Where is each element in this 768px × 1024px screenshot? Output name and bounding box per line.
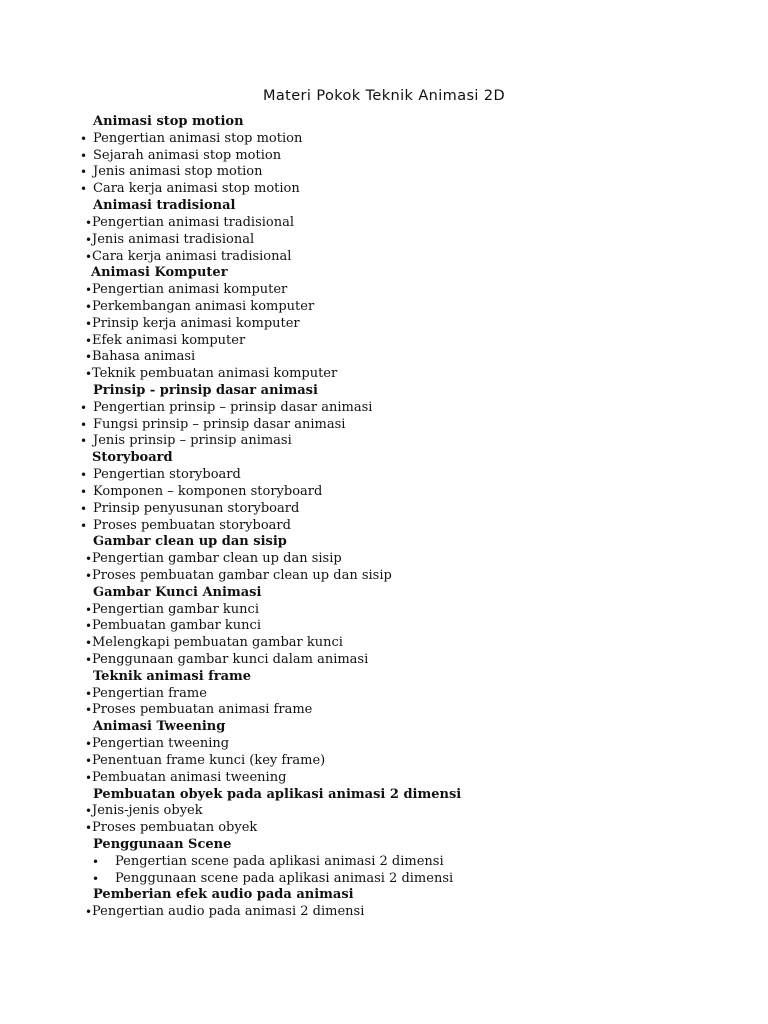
bullet-icon: • (80, 165, 88, 180)
list-item-text: Pengertian frame (92, 685, 207, 701)
list-item (0, 820, 768, 837)
list-item-text: Pembuatan gambar kunci (92, 618, 261, 634)
list-item (0, 433, 768, 450)
list-item (0, 518, 768, 535)
bullet-icon: • (85, 232, 93, 247)
list-item-text: Bahasa animasi (92, 349, 196, 365)
bullet-icon: • (80, 518, 88, 533)
list-item-text: Cara kerja animasi stop motion (93, 181, 300, 197)
list-item (0, 400, 768, 417)
section-heading: Animasi stop motion (93, 114, 244, 129)
bullet-icon: • (85, 770, 93, 785)
list-item (0, 551, 768, 568)
bullet-icon: • (85, 636, 93, 651)
list-item-text: Proses pembuatan obyek (92, 820, 258, 836)
list-item (0, 131, 768, 148)
bullet-icon: • (80, 148, 88, 163)
list-item (0, 299, 768, 316)
bullet-icon: • (85, 316, 93, 331)
list-item (0, 148, 768, 165)
bullet-icon: • (85, 350, 93, 365)
section-heading: Teknik animasi frame (93, 668, 252, 684)
list-item (0, 702, 768, 719)
section-heading: Pemberian efek audio pada animasi (93, 887, 354, 903)
bullet-icon: • (85, 686, 93, 701)
bullet-icon: • (85, 249, 93, 264)
list-item (0, 753, 768, 770)
list-item-text: Jenis prinsip – prinsip animasi (93, 433, 292, 449)
list-item (0, 618, 768, 635)
bullet-icon: • (85, 653, 93, 667)
list-item (0, 501, 768, 518)
list-item-text: Pengertian gambar kunci (92, 601, 259, 617)
bullet-icon: • (92, 871, 100, 886)
bullet-icon: • (85, 804, 93, 819)
list-item-text: Pengertian audio pada animasi 2 dimensi (92, 904, 365, 920)
bullet-icon: • (85, 552, 93, 567)
list-item-text: Komponen – komponen storyboard (93, 483, 323, 499)
section-heading: Animasi Tweening (93, 719, 226, 735)
bullet-icon: • (85, 821, 93, 836)
bullet-icon: • (80, 182, 88, 197)
bullet-icon: • (85, 367, 93, 382)
list-item (0, 215, 768, 232)
document-title: Materi Pokok Teknik Animasi 2D (262, 88, 506, 104)
list-item-text: Pengertian gambar clean up dan sisip (92, 551, 342, 567)
bullet-icon: • (85, 703, 93, 718)
bullet-icon: • (85, 568, 93, 583)
list-item (0, 736, 768, 753)
section-heading: Pembuatan obyek pada aplikasi animasi 2 dimensi (93, 786, 462, 802)
bullet-icon: • (92, 854, 100, 869)
bullet-icon: • (85, 619, 93, 634)
bullet-icon: • (80, 501, 88, 516)
bullet-icon: • (85, 299, 93, 314)
list-item-text: Fungsi prinsip – prinsip dasar animasi (93, 416, 346, 432)
bullet-icon: • (85, 602, 93, 617)
list-item-text: Efek animasi komputer (92, 332, 246, 348)
section-heading: Animasi tradisional (93, 198, 236, 214)
bullet-icon: • (85, 283, 93, 298)
list-item-text: Pengertian animasi stop motion (93, 130, 303, 146)
list-item-text: Proses pembuatan animasi frame (92, 702, 313, 718)
section-heading: Penggunaan Scene (93, 836, 232, 852)
list-item (0, 686, 768, 703)
list-item-text: Prinsip penyusunan storyboard (93, 500, 300, 516)
list-item (0, 232, 768, 249)
list-item (0, 349, 768, 366)
bullet-icon: • (80, 400, 88, 415)
list-item (0, 164, 768, 181)
list-item-text: Pengertian animasi tradisional (92, 214, 295, 230)
section-heading: Animasi Komputer (91, 265, 228, 281)
list-item (0, 467, 768, 484)
list-item-text: Teknik pembuatan animasi komputer (92, 366, 338, 382)
bullet-icon: • (80, 484, 88, 499)
section-heading: Prinsip - prinsip dasar animasi (93, 383, 318, 398)
list-item (0, 316, 768, 333)
list-item (0, 417, 768, 434)
list-item (0, 803, 768, 820)
list-item (0, 333, 768, 350)
list-item (0, 366, 768, 383)
bullet-icon: • (80, 131, 88, 146)
list-item-text: Pembuatan animasi tweening (92, 769, 287, 785)
section-heading: Gambar clean up dan sisip (93, 534, 287, 550)
list-item-text: Cara kerja animasi tradisional (92, 248, 292, 264)
list-item (0, 181, 768, 198)
list-item-text: Sejarah animasi stop motion (93, 147, 282, 163)
list-item-text: Prinsip kerja animasi komputer (92, 315, 300, 331)
bullet-icon: • (85, 333, 93, 348)
list-item-text: Pengertian animasi komputer (92, 282, 288, 298)
list-item (0, 249, 768, 266)
list-item (0, 871, 768, 888)
section-heading: Gambar Kunci Animasi (93, 584, 262, 600)
list-item (0, 904, 768, 921)
bullet-icon: • (85, 737, 93, 752)
list-item-text: Penggunaan scene pada aplikasi animasi 2 dimensi (115, 870, 454, 886)
bullet-icon: • (80, 417, 88, 432)
bullet-icon: • (85, 905, 93, 920)
list-item-text: Penggunaan gambar kunci dalam animasi (92, 652, 369, 667)
document-body (0, 114, 768, 921)
bullet-icon: • (85, 753, 93, 768)
list-item (0, 854, 768, 871)
list-item (0, 602, 768, 619)
list-item-text: Jenis animasi tradisional (92, 231, 255, 247)
list-item-text: Pengertian prinsip – prinsip dasar animasi (93, 399, 373, 415)
list-item-text: Pengertian tweening (92, 736, 230, 752)
list-item-text: Proses pembuatan storyboard (93, 517, 291, 533)
list-item-text: Jenis-jenis obyek (92, 803, 203, 819)
list-item-text: Proses pembuatan gambar clean up dan sisip (92, 567, 392, 583)
list-item-text: Melengkapi pembuatan gambar kunci (92, 635, 343, 651)
list-item (0, 282, 768, 299)
list-item-text: Jenis animasi stop motion (93, 164, 263, 180)
list-item (0, 568, 768, 585)
bullet-icon: • (85, 215, 93, 230)
section-heading: Storyboard (92, 450, 173, 466)
list-item-text: Penentuan frame kunci (key frame) (92, 752, 326, 768)
bullet-icon: • (80, 434, 88, 449)
list-item-text: Pengertian storyboard (93, 467, 241, 483)
list-item-text: Perkembangan animasi komputer (92, 298, 315, 314)
list-item (0, 770, 768, 787)
list-item (0, 484, 768, 501)
list-item (0, 635, 768, 652)
bullet-icon: • (80, 468, 88, 483)
list-item-text: Pengertian scene pada aplikasi animasi 2 dimensi (115, 853, 444, 869)
list-item (0, 652, 768, 669)
